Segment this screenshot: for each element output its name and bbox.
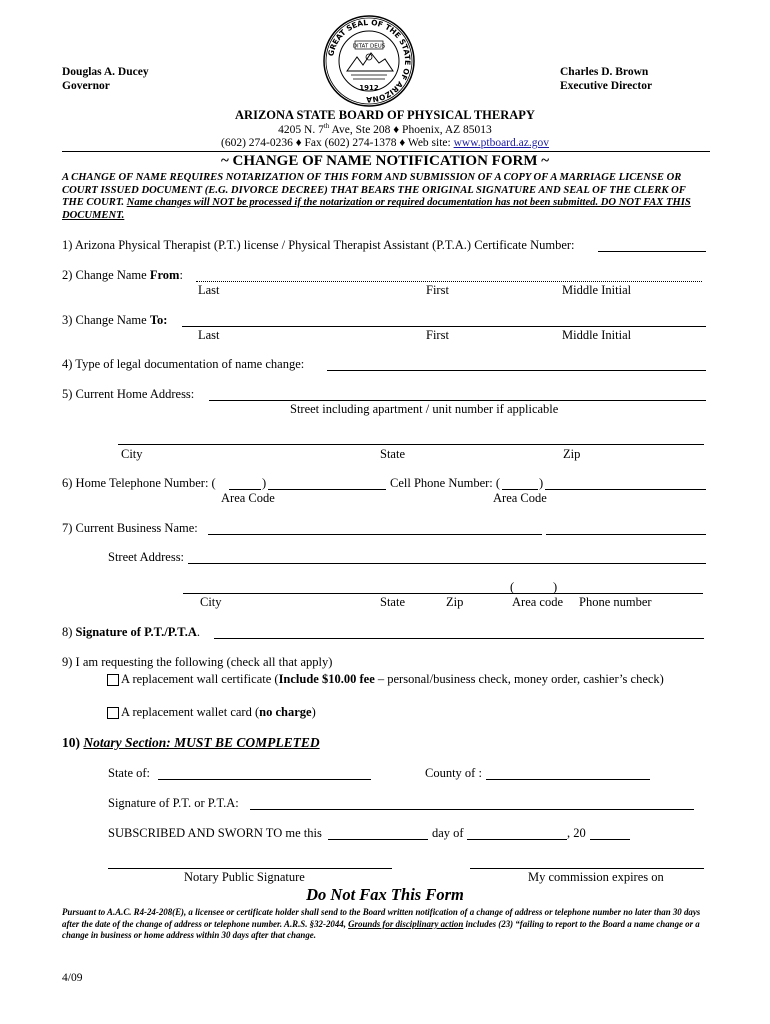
to-middle-label: Middle Initial	[562, 328, 632, 342]
business-area-code-label: Area code	[512, 595, 564, 609]
to-first-label: First	[426, 328, 449, 342]
cell-area-code-label: Area Code	[493, 491, 547, 505]
header-divider	[62, 151, 710, 152]
home-state-label: State	[380, 447, 405, 461]
home-area-code-label: Area Code	[221, 491, 275, 505]
from-last-label: Last	[198, 283, 220, 297]
name-from-field[interactable]	[196, 281, 702, 282]
board-address: 4205 N. 7th Ave, Ste 208 ♦ Phoenix, AZ 85013	[278, 122, 492, 136]
home-phone-label: 6) Home Telephone Number: (	[62, 476, 216, 490]
wall-certificate-label: A replacement wall certificate (Include $10.00 fee – personal/business check, money order, cashier’s check)	[121, 672, 664, 686]
county-of-field[interactable]	[486, 779, 650, 780]
license-number-field[interactable]	[598, 251, 706, 252]
wall-certificate-checkbox[interactable]	[107, 674, 119, 686]
cell-phone-paren: )	[539, 476, 544, 490]
home-phone-area-field[interactable]	[229, 489, 261, 490]
business-street-field[interactable]	[188, 563, 706, 564]
svg-text:1912: 1912	[359, 84, 379, 92]
state-seal-icon	[323, 15, 415, 107]
notary-heading: 10) Notary Section: MUST BE COMPLETED	[62, 735, 320, 750]
change-from-label: 2) Change Name From:	[62, 268, 183, 282]
legal-notice: Pursuant to A.A.C. R4-24-208(E), a licensee or certificate holder shall send to the Board written notification of a change of address or telephone number no later than 30 days after the date of the change of address or telephone number. A.R.S. §32-2044, Grounds for disciplinary action includes (23) “failing to report to the Board a name change or a change in business or home address within 30 days after that change.	[62, 907, 701, 941]
business-area-close-paren: )	[553, 580, 558, 594]
wallet-card-checkbox[interactable]	[107, 707, 119, 719]
legal-doc-field[interactable]	[327, 370, 706, 371]
home-address-label: 5) Current Home Address:	[62, 387, 195, 401]
street-hint-label: Street including apartment / unit number if applicable	[290, 402, 559, 416]
home-zip-label: Zip	[563, 447, 581, 461]
from-middle-label: Middle Initial	[562, 283, 632, 297]
change-to-label: 3) Change Name To:	[62, 313, 168, 327]
state-of-label: State of:	[108, 766, 151, 780]
signature-label: 8) Signature of P.T./P.T.A.	[62, 625, 200, 639]
request-label: 9) I am requesting the following (check all that apply)	[62, 655, 333, 669]
business-name-field-2[interactable]	[546, 534, 706, 535]
county-of-label: County of :	[425, 766, 482, 780]
governor-name: Douglas A. Ducey	[62, 66, 149, 78]
notary-signature-field[interactable]	[108, 868, 392, 869]
street-address-label: Street Address:	[108, 550, 185, 564]
cell-phone-area-field[interactable]	[502, 489, 538, 490]
year-label: , 20	[567, 826, 586, 840]
commission-label: My commission expires on	[528, 870, 664, 884]
board-contact: (602) 274-0236 ♦ Fax (602) 274-1378 ♦ Web site: www.ptboard.az.gov	[221, 137, 549, 149]
business-zip-label: Zip	[446, 595, 464, 609]
notary-signature-label: Notary Public Signature	[184, 870, 305, 884]
sworn-month-field[interactable]	[467, 839, 567, 840]
business-phone-label: Phone number	[579, 595, 652, 609]
to-last-label: Last	[198, 328, 220, 342]
business-city-state-zip-field[interactable]	[183, 593, 703, 594]
sworn-year-field[interactable]	[590, 839, 630, 840]
wallet-card-label: A replacement wallet card (no charge)	[121, 705, 316, 719]
business-state-label: State	[380, 595, 405, 609]
from-first-label: First	[426, 283, 449, 297]
cell-phone-label: Cell Phone Number: (	[390, 476, 501, 490]
director-name: Charles D. Brown	[560, 66, 649, 78]
license-number-label: 1) Arizona Physical Therapist (P.T.) license / Physical Therapist Assistant (P.T.A.) Certificate Number:	[62, 238, 575, 252]
home-street-field[interactable]	[209, 400, 706, 401]
state-of-field[interactable]	[158, 779, 371, 780]
home-city-state-zip-field[interactable]	[118, 444, 704, 445]
website-link[interactable]: www.ptboard.az.gov	[453, 137, 549, 149]
svg-text:DITAT DEUS: DITAT DEUS	[352, 43, 386, 50]
pt-signature-label: Signature of P.T. or P.T.A:	[108, 796, 239, 810]
home-phone-paren: )	[262, 476, 267, 490]
form-title: ~ CHANGE OF NAME NOTIFICATION FORM ~	[220, 153, 550, 169]
business-city-label: City	[200, 595, 222, 609]
business-name-label: 7) Current Business Name:	[62, 521, 198, 535]
notarization-warning: A CHANGE OF NAME REQUIRES NOTARIZATION OF THIS FORM AND SUBMISSION OF A COPY OF A MARRIAGE LICENSE OR COURT ISSUED DOCUMENT (E.G. DIVORCE DECREE) THAT BEARS THE ORIGINAL SIGNATURE AND SEAL OF THE CLERK OF THE COURT. Name changes will NOT be processed if the notarization or required documentation has not been submitted. DO NOT FAX THIS DOCUMENT.	[62, 172, 691, 221]
day-of-label: day of	[432, 826, 464, 840]
svg-text:GREAT SEAL OF THE STATE OF ARI: GREAT SEAL OF THE STATE OF ARIZONA	[326, 17, 413, 105]
signature-field[interactable]	[214, 638, 704, 639]
sworn-day-field[interactable]	[328, 839, 428, 840]
subscribed-label: SUBSCRIBED AND SWORN TO me this	[108, 826, 322, 840]
home-phone-field[interactable]	[268, 489, 386, 490]
business-area-open-paren: (	[510, 580, 515, 594]
cell-phone-field[interactable]	[545, 489, 706, 490]
do-not-fax-heading: Do Not Fax This Form	[306, 885, 464, 904]
pt-signature-field[interactable]	[250, 809, 694, 810]
home-city-label: City	[121, 447, 143, 461]
board-name: ARIZONA STATE BOARD OF PHYSICAL THERAPY	[235, 108, 535, 122]
business-name-field[interactable]	[208, 534, 542, 535]
legal-doc-label: 4) Type of legal documentation of name change:	[62, 357, 305, 371]
name-to-field[interactable]	[182, 326, 706, 327]
director-title: Executive Director	[560, 80, 653, 92]
revision-date: 4/09	[62, 972, 83, 984]
governor-title: Governor	[62, 80, 110, 92]
commission-expires-field[interactable]	[470, 868, 704, 869]
